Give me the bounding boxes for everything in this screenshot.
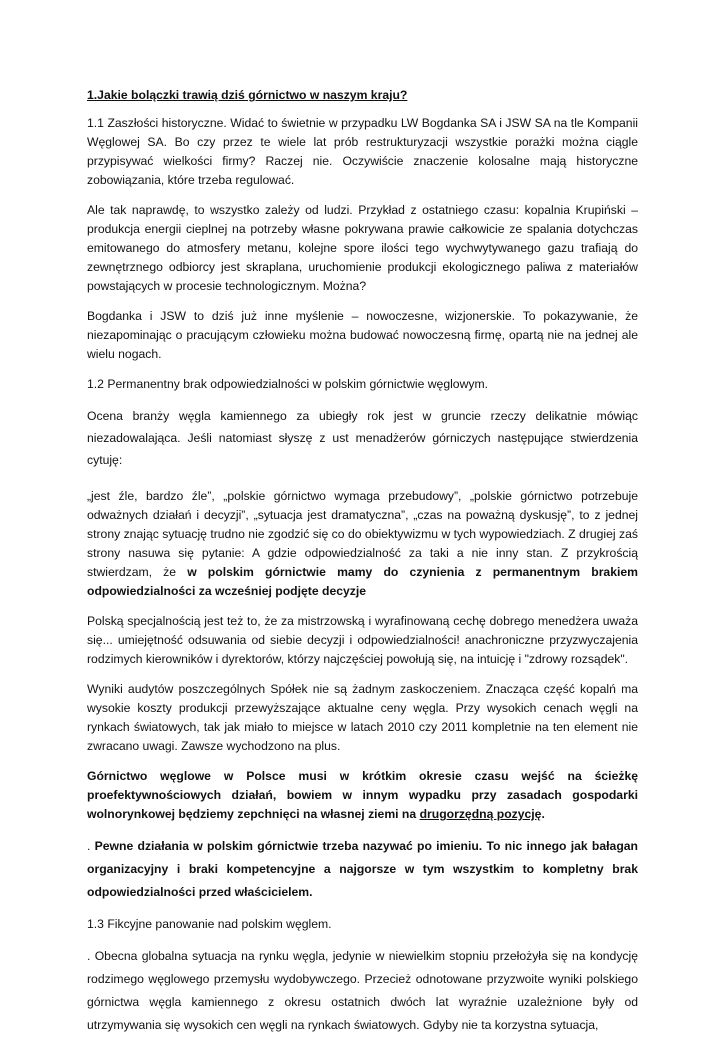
bold-statement-1 — [87, 767, 638, 824]
quote-text: „jest źle, bardzo źle”, „polskie górnictwo wymaga przebudowy”, „polskie górnictwo potrzebuje odważnych działań i decyzji”, „sytuacja jest dramatyczna”, „czas na poważną dyskusję”, to z jednej strony znając sytuację trudno nie zgodzić się co do obiektywizmu w tych wypowiedziach. Z drugiej zaś strony nasuwa się pytanie: A gdzie odpowiedzialność za taki a nie inny stan. Z przykrością stwierdzam, że — [87, 489, 638, 579]
section-1-2-heading: 1.2 Permanentny brak odpowiedzialności w polskim górnictwie węglowym. — [87, 377, 489, 391]
bold-statement-1-text: Górnictwo węglowe w Polsce musi w krótkim okresie czasu wejść na ścieżkę proefektywnościowych działań, bowiem w innym wypadku przy zasadach gospodarki wolnorynkowej będziemy zepchnięci na własnej ziemi na — [87, 769, 638, 821]
last-paragraph: . Obecna globalna sytuacja na rynku węgla, jedynie w niewielkim stopniu przełożyła się na kondycję rodzimego węglowego przemysłu wydobywczego. Przecież odnotowane przyzwoite wyniki polskiego górnictwa węgla kamiennego z okresu ostatnich dwóch lat wyraźnie uzależnione były od utrzymywania się wysokich cen węgli na rynkach światowych. Gdyby nie ta korzystna sytuacja, — [87, 949, 638, 1032]
bold-statement-1-underlined: drugorzędną pozycję — [419, 807, 542, 821]
audyty-paragraph: Wyniki audytów poszczególnych Spółek nie są żadnym zaskoczeniem. Znacząca część kopalń ma wysokie koszty produkcji przewyższające aktualne ceny węgla. Przy wysokich cenach węgli na rynkach światowych, tak jak miało to miejsce w latach 2010 czy 2011 kompletnie na ten element nie zwracano uwagi. Zawsze wychodzono na plus. — [87, 682, 638, 753]
section-1-1-paragraph: 1.1 Zaszłości historyczne. Widać to świetnie w przypadku LW Bogdanka SA i JSW SA na tle Kompanii Węglowej SA. Bo czy przez te wiele lat prób restrukturyzacji wszystkie porażki można ciągle przypisywać wielkości firmy? Raczej nie. Oczywiście znaczenie kolosalne mają historyczne zobowiązania, które trzeba regulować. — [87, 116, 638, 187]
people-paragraph: Ale tak naprawdę, to wszystko zależy od ludzi. Przykład z ostatniego czasu: kopalnia Krupiński – produkcja energii cieplnej na potrzeby własne pokrywana prawie całkowicie ze spalania dotychczas emitowanego do atmosfery metanu, kolejne spore ilości tego wychwytywanego gazu trafiają do zewnętrznego odbiorcy jest skraplana, uruchomienie produkcji ekologicznego paliwa z materiałów powstających w procesie technologicznym. Można? — [87, 203, 638, 293]
bogdanka-paragraph: Bogdanka i JSW to dziś już inne myślenie – nowoczesne, wizjonerskie. To pokazywanie, że niezapominając o pracującym człowieku można budować nowoczesną firmę, opartą nie na jednej ale wielu nogach. — [87, 309, 638, 361]
section-1-3-heading: 1.3 Fikcyjne panowanie nad polskim węglem. — [87, 917, 332, 931]
bold-statement-2-lead: . — [87, 839, 95, 853]
bold-statement-1-end: . — [541, 807, 545, 821]
specjalnosc-paragraph: Polską specjalnością jest też to, że za mistrzowską i wyrafinowaną cechę dobrego menedżera uważa się... umiejętność odsuwania od siebie decyzji i odpowiedzialności! anachroniczne przyzwyczajenia rodzimych kierowników i dyrektorów, którzy najczęściej powołują się, na intuicję i "zdrowy rozsądek". — [87, 614, 638, 666]
ocena-paragraph: Ocena branży węgla kamiennego za ubiegły rok jest w gruncie rzeczy delikatnie mówiąc niezadowalająca. Jeśli natomiast słyszę z ust menadżerów górniczych następujące stwierdzenia cytuję: — [87, 409, 638, 467]
bold-statement-2-text: Pewne działania w polskim górnictwie trzeba nazywać po imieniu. To nic innego jak bałagan organizacyjny i braki kompetencyjne a najgorsze w tym wszystkim to kompletny brak odpowiedzialności przed właścicielem. — [87, 839, 638, 899]
document-heading: 1.Jakie bolączki trawią dziś górnictwo w naszym kraju? — [87, 88, 408, 102]
quote-bold-conclusion: w polskim górnictwie mamy do czynienia z permanentnym brakiem odpowiedzialności za wcześniej podjęte decyzje — [87, 565, 638, 598]
quote-paragraph — [87, 487, 638, 601]
bold-statement-2 — [87, 835, 638, 904]
